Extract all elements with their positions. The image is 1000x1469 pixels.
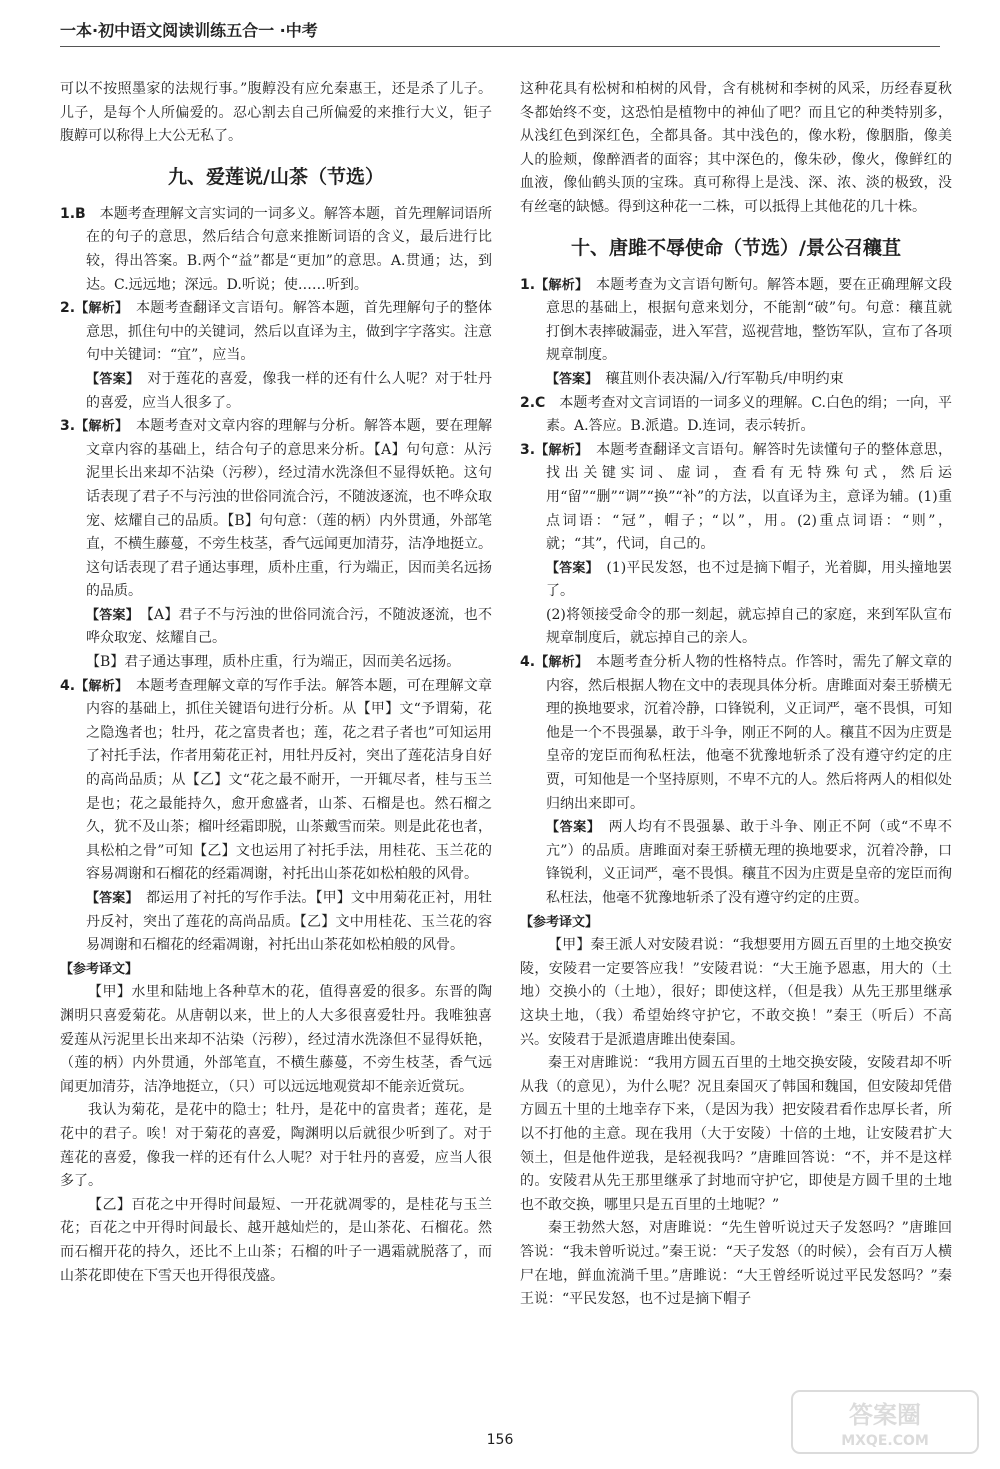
question-3 xyxy=(520,439,952,557)
right-column xyxy=(520,78,952,1312)
answer-text: 穰苴则仆表决漏/入/行军勒兵/申明约束 xyxy=(605,370,844,387)
translation-paragraph: 秦王对唐雎说：“我用方圆五百里的土地交换安陵，安陵君却不听从我（的意见），为什么呢？况且秦国灭了韩国和魏国，但安陵却凭借方圆五十里的土地幸存下来，（是因为我）把安陵君看作忠厚长者，所以不打他的主意。现在我用（大于安陵）十倍的土地，让安陵君扩大领土，但是他件逆我，是轻视我吗？”唐雎回答说：“不，并不是这样的。安陵君从先王那里继承了封地而守护它，即使是方圆千里的土地也不敢交换，哪里只是五百里的土地呢？” xyxy=(520,1055,952,1213)
section-title-ten: 十、唐雎不辱使命（节选）/景公召穰苴 xyxy=(571,236,901,259)
svg-text:答案圈: 答案圈 xyxy=(849,1401,921,1429)
translation-paragraph: 【甲】水里和陆地上各种草木的花，值得喜爱的很多。东晋的陶渊明只喜爱菊花。从唐朝以来，世上的人大多很喜爱牡丹。我唯独喜爱莲从污泥里长出来却不沾染（污秽），经过清水洗涤但不显得妖艳，（莲的柄）内外贯通，外部笔直，不横生藤蔓，不旁生枝茎，香气远闻更加清芬，洁净地挺立，（只）可以远远地观赏却不能亲近赏玩。 xyxy=(60,984,492,1095)
question-text: 本题考查理解文章的写作手法。解答本题，可在理解文章内容的基础上，抓住关键语句进行分析。从【甲】文“予谓菊，花之隐逸者也；牡丹，花之富贵者也；莲，花之君子者也”可知运用了衬托手法，作者用菊花正衬，用牡丹反衬，突出了莲花洁身自好的高尚品质；从【乙】文“花之最不耐开，一开辄尽者，桂与玉兰是也；花之最能持久，愈开愈盛者，山茶、石榴是也。然石榴之久，犹不及山茶；榴叶经霜即脱，山茶戴雪而荣。则是此花也者，具松柏之骨”可知【乙】文也运用了衬托手法，用桂花、玉兰花的容易凋谢和石榴花的经霜凋谢，衬托出山茶花如松柏般的风骨。 xyxy=(86,677,492,883)
answer xyxy=(520,557,952,604)
answer xyxy=(60,368,492,415)
answer xyxy=(520,368,952,392)
question-text: 本题考查翻译文言语句。解答时先读懂句子的整体意思，找出关键实词、虚词，查看有无特殊句式，然后运用“留”“删”“调”“换”“补”的方法，以直译为主，意译为辅。(1)重点词语：“冠”，帽子；“以”，用。(2)重点词语：“则”，就；“其”，代词，自己的。 xyxy=(546,441,952,553)
answer-tag: 【答案】 xyxy=(546,820,594,836)
answer-tag: 【答案】 xyxy=(86,891,132,906)
question-number: 1.B xyxy=(60,205,86,222)
reference-translation-title: 【参考译文】 xyxy=(60,961,139,977)
question-text: 本题考查为文言语句断句。解答本题，要在正确理解文段意思的基础上，根据句意来划分，不能割“破”句。句意：穰苴就打倒木表摔破漏壶，进入军营，巡视营地，整饬军队，宣布了各项规章制度。 xyxy=(546,276,952,364)
question-4 xyxy=(60,675,492,887)
watermark-logo xyxy=(790,1387,980,1457)
answer xyxy=(60,887,492,958)
question-text: 本题考查对文言词语的一词多义的理解。C.白色的绢；一向，平素。A.答应。B.派遣。D.连词，表示转折。 xyxy=(546,394,953,435)
section-title-nine: 九、爱莲说/山茶（节选） xyxy=(168,165,384,188)
question-text: 本题考查对文章内容的理解与分析。解答本题，要在理解文章内容的基础上，结合句子的意思来分析。【A】句句意：从污泥里长出来却不沾染（污秽），经过清水洗涤但不显得妖艳。这句话表现了君子不与污浊的世俗同流合污，不随波逐流，也不哗众取宠、炫耀自己的品质。【B】句句意：（莲的柄）内外贯通，外部笔直，不横生藤蔓，不旁生枝茎，香气远闻更加清芬，洁净地挺立。这句话表现了君子通达事理，质朴庄重，行为端正，因而美名远扬的品质。 xyxy=(86,418,492,600)
question-3 xyxy=(60,415,492,604)
translation-paragraph: 【乙】百花之中开得时间最短、一开花就凋零的，是桂花与玉兰花；百花之中开得时间最长、越开越灿烂的，是山茶花、石榴花。然而石榴开花的持久，还比不上山茶；石榴的叶子一遇霜就脱落了，而山茶花即使在下雪天也开得很茂盛。 xyxy=(60,1196,492,1284)
question-text: 本题考查翻译文言语句。解答本题，首先理解句子的整体意思，抓住句中的关键词，然后以直译为主，做到字字落实。注意句中关键词：“宜”，应当。 xyxy=(86,300,492,364)
question-1 xyxy=(60,203,492,297)
analysis-tag: 【解析】 xyxy=(75,419,122,435)
analysis-tag: 【解析】 xyxy=(75,301,122,317)
answer-text: 都运用了衬托的写作手法。【甲】文中用菊花正衬，用牡丹反衬，突出了莲花的高尚品质。【乙】文中用桂花、玉兰花的容易凋谢和石榴花的经霜凋谢，衬托出山茶花如松柏般的风骨。 xyxy=(86,890,492,954)
question-2 xyxy=(60,297,492,368)
question-4 xyxy=(520,651,952,816)
question-2 xyxy=(520,392,952,439)
answer-tag: 【答案】 xyxy=(546,371,592,387)
question-number: 2. xyxy=(60,300,76,317)
question-number: 2.C xyxy=(520,394,546,411)
answer-text: 两人均有不畏强暴、敢于斗争、刚正不阿（或“不卑不亢”）的品质。唐雎面对秦王骄横无理的换地要求，沉着冷静，口锋锐利，义正词严，毫不畏惧。穰苴不因为庄贾是皇帝的宠臣而徇私枉法，他毫不犹豫地斩杀了没有遵守约定的庄贾。 xyxy=(546,819,952,906)
translation-paragraph: 【甲】秦王派人对安陵君说：“我想要用方圆五百里的土地交换安陵，安陵君一定要答应我！”安陵君说：“大王施予恩惠，用大的（土地）交换小的（土地），很好；即使这样，（但是我）从先王那里继承这块土地，（我）希望始终守护它，不敢交换！”秦王（听后）不高兴。安陵君于是派遣唐雎出使秦国。 xyxy=(520,937,952,1048)
question-number: 3. xyxy=(520,441,536,458)
answer-text: 对于莲花的喜爱，像我一样的还有什么人呢？对于牡丹的喜爱，应当人很多了。 xyxy=(86,370,492,411)
answer xyxy=(520,816,952,910)
question-number: 1. xyxy=(520,276,536,293)
answer-text: 【A】君子不与污浊的世俗同流合污，不随波逐流，也不哗众取宠、炫耀自己。 xyxy=(86,606,493,647)
analysis-tag: 【解析】 xyxy=(75,678,122,694)
analysis-tag: 【解析】 xyxy=(535,442,582,458)
answer-tag: 【答案】 xyxy=(546,560,593,576)
analysis-tag: 【解析】 xyxy=(535,277,582,293)
question-number: 3. xyxy=(60,418,76,435)
question-1 xyxy=(520,274,952,368)
question-text: 本题考查分析人物的性格特点。作答时，需先了解文章的内容，然后根据人物在文中的表现具体分析。唐雎面对秦王骄横无理的换地要求，沉着冷静，口锋锐利，义正词严，毫不畏惧，可知他是一个不畏强暴，敢于斗争，刚正不阿的人。穰苴不因为庄贾是皇帝的宠臣而徇私枉法，他毫不犹豫地斩杀了没有遵守约定的庄贾，可知他是一个坚持原则，不卑不亢的人。然后将两人的相似处归纳出来即可。 xyxy=(546,654,952,812)
intro-paragraph: 可以不按照墨家的法规行事。”腹䵍没有应允秦惠王，还是杀了儿子。儿子，是每个人所偏爱的。忍心割去自己所偏爱的来推行大义，钜子腹䵍可以称得上大公无私了。 xyxy=(60,81,492,145)
reference-translation-title: 【参考译文】 xyxy=(520,914,599,930)
svg-text:MXQE.COM: MXQE.COM xyxy=(841,1433,929,1449)
translation-paragraph: 秦王勃然大怒，对唐雎说：“先生曾听说过天子发怒吗？”唐雎回答说：“我未曾听说过。”秦王说：“天子发怒（的时候），会有百万人横尸在地，鲜血流淌千里。”唐雎说：“大王曾经听说过平民发怒吗？”秦王说：“平民发怒，也不过是摘下帽子 xyxy=(520,1220,952,1308)
intro-paragraph: 这种花具有松树和柏树的风骨，含有桃树和李树的风采，历经春夏秋冬都始终不变，这恐怕是植物中的神仙了吧？而且它的种类特别多，从浅红色到深红色，全都具备。其中浅色的，像水粉，像胭脂，像美人的脸颊，像醉酒者的面容；其中深色的，像朱砂，像火，像鲜红的血液，像仙鹤头顶的宝珠。真可称得上是浅、深、浓、淡的极致，没有丝毫的缺憾。得到这种花一二株，可以抵得上其他花的几十株。 xyxy=(520,81,952,215)
analysis-tag: 【解析】 xyxy=(535,655,582,671)
page-number: 156 xyxy=(486,1432,514,1448)
answer-2: (2)将领接受命令的那一刻起，就忘掉自己的家庭，来到军队宣布规章制度后，就忘掉自己的亲人。 xyxy=(546,606,952,647)
answer-b: 【B】君子通达事理，质朴庄重，行为端正，因而美名远扬。 xyxy=(86,654,461,671)
answer-tag: 【答案】 xyxy=(86,607,133,623)
left-column xyxy=(60,78,492,1288)
answer-text: (1)平民发怒，也不过是摘下帽子，光着脚，用头撞地罢了。 xyxy=(546,559,952,600)
question-number: 4. xyxy=(520,654,536,671)
answer xyxy=(60,604,492,651)
question-text: 本题考查理解文言实词的一词多义。解答本题，首先理解词语所在的句子的意思，然后结合句意来推断词语的含义，最后进行比较，得出答案。B.两个“益”都是“更加”的意思。A.贯通；达，到达。C.远远地；深远。D.听说；使……听到。 xyxy=(86,205,493,293)
answer-tag: 【答案】 xyxy=(86,371,133,387)
question-number: 4. xyxy=(60,677,76,694)
running-header: 一本·初中语文阅读训练五合一 ·中考 xyxy=(60,18,940,47)
translation-paragraph: 我认为菊花，是花中的隐士；牡丹，是花中的富贵者；莲花，是花中的君子。唉！对于菊花的喜爱，陶渊明以后就很少听到了。对于莲花的喜爱，像我一样的还有什么人呢？对于牡丹的喜爱，应当人很多了。 xyxy=(60,1102,492,1190)
